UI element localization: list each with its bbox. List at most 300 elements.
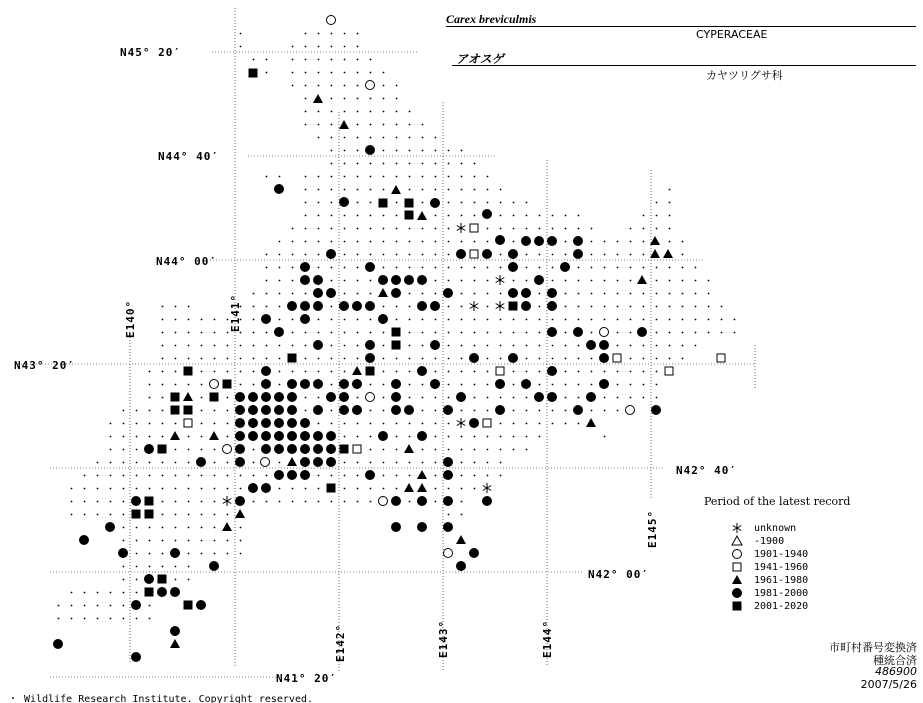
grid-dot	[331, 423, 333, 425]
grid-dot	[331, 124, 333, 126]
grid-dot	[383, 241, 385, 243]
grid-dot	[240, 345, 242, 347]
record-1981-2000	[469, 353, 479, 363]
grid-dot	[461, 280, 463, 282]
record-1981-2000	[586, 340, 596, 350]
grid-dot	[656, 345, 658, 347]
grid-dot	[396, 358, 398, 360]
record-1981-2000	[560, 262, 570, 272]
grid-dot	[448, 449, 450, 451]
grid-dot	[656, 280, 658, 282]
record-1981-2000	[105, 522, 115, 532]
grid-dot	[487, 410, 489, 412]
grid-dot	[370, 436, 372, 438]
grid-dot	[149, 540, 151, 542]
grid-dot	[409, 189, 411, 191]
grid-dot	[461, 514, 463, 516]
grid-dot	[383, 423, 385, 425]
record-1981-2000	[573, 249, 583, 259]
grid-dot	[292, 293, 294, 295]
grid-dot	[318, 241, 320, 243]
grid-dot	[539, 215, 541, 217]
grid-dot	[591, 280, 593, 282]
grid-dot	[409, 319, 411, 321]
grid-dot	[435, 241, 437, 243]
grid-dot	[565, 280, 567, 282]
grid-dot	[474, 345, 476, 347]
grid-dot	[552, 423, 554, 425]
record-1981-2000	[417, 275, 427, 285]
grid-dot	[474, 462, 476, 464]
grid-dot	[136, 423, 138, 425]
grid-dot	[422, 319, 424, 321]
grid-dot	[214, 475, 216, 477]
record-1981-2000	[235, 457, 245, 467]
grid-dot	[84, 514, 86, 516]
grid-dot	[708, 306, 710, 308]
grid-dot	[201, 410, 203, 412]
record-1981-2000	[378, 431, 388, 441]
grid-dot	[461, 410, 463, 412]
grid-dot	[487, 293, 489, 295]
record-1981-2000	[274, 184, 284, 194]
record-1961-1980	[663, 249, 673, 258]
record-1981-2000	[300, 275, 310, 285]
grid-dot	[318, 46, 320, 48]
grid-dot	[240, 553, 242, 555]
species-code: 486900	[875, 665, 917, 678]
grid-dot	[292, 280, 294, 282]
grid-dot	[409, 332, 411, 334]
grid-dot	[474, 436, 476, 438]
grid-dot	[409, 423, 411, 425]
record-1981-2000	[534, 392, 544, 402]
record-1981-2000	[248, 483, 258, 493]
grid-dot	[292, 488, 294, 490]
lat-label-41-20: N41° 20′	[276, 672, 337, 685]
grid-dot	[110, 475, 112, 477]
grid-dot	[149, 566, 151, 568]
grid-dot	[201, 501, 203, 503]
record-1961-1980	[313, 94, 323, 103]
grid-dot	[604, 410, 606, 412]
grid-dot	[162, 475, 164, 477]
grid-dot	[266, 72, 268, 74]
grid-dot	[383, 449, 385, 451]
grid-dot	[331, 163, 333, 165]
grid-dot	[97, 462, 99, 464]
lon-label-e145: E145°	[646, 509, 659, 548]
grid-dot	[123, 449, 125, 451]
grid-dot	[656, 293, 658, 295]
grid-dot	[383, 462, 385, 464]
lat-label-42-40: N42° 40′	[676, 464, 737, 477]
record-1981-2000	[417, 431, 427, 441]
grid-dot	[201, 345, 203, 347]
record-1961-1980	[391, 185, 401, 194]
grid-dot	[318, 332, 320, 334]
grid-dot	[279, 384, 281, 386]
legend-label: 1981-2000	[754, 587, 809, 599]
record-1981-2000	[573, 236, 583, 246]
record-1981-2000	[170, 626, 180, 636]
grid-dot	[435, 254, 437, 256]
grid-dot	[344, 267, 346, 269]
grid-dot	[344, 33, 346, 35]
grid-dot	[656, 371, 658, 373]
grid-dot	[162, 436, 164, 438]
grid-dot	[266, 59, 268, 61]
legend-item-1941-1960	[730, 560, 808, 574]
grid-dot	[500, 267, 502, 269]
grid-dot	[643, 215, 645, 217]
record-1981-2000	[482, 209, 492, 219]
grid-dot	[396, 371, 398, 373]
grid-dot	[279, 488, 281, 490]
grid-dot	[422, 137, 424, 139]
grid-dot	[175, 566, 177, 568]
grid-dot	[279, 254, 281, 256]
grid-dot	[630, 306, 632, 308]
grid-dot	[123, 501, 125, 503]
record-1981-2000	[521, 379, 531, 389]
grid-dot	[227, 423, 229, 425]
grid-dot	[201, 449, 203, 451]
grid-dot	[175, 514, 177, 516]
grid-dot	[318, 33, 320, 35]
grid-dot	[71, 592, 73, 594]
grid-dot	[630, 228, 632, 230]
grid-dot	[331, 228, 333, 230]
status-merged: 種統合済	[873, 654, 917, 667]
grid-dot	[110, 592, 112, 594]
grid-dot	[370, 501, 372, 503]
grid-dot	[565, 410, 567, 412]
grid-dot	[279, 319, 281, 321]
record-1981-2000	[521, 301, 531, 311]
grid-dot	[331, 189, 333, 191]
asterisk-icon	[730, 521, 744, 535]
grid-dot	[292, 72, 294, 74]
grid-dot	[383, 488, 385, 490]
grid-dot	[539, 332, 541, 334]
grid-dot	[474, 488, 476, 490]
grid-dot	[435, 397, 437, 399]
record-1981-2000	[378, 314, 388, 324]
grid-dot	[526, 371, 528, 373]
grid-dot	[162, 358, 164, 360]
grid-dot	[318, 254, 320, 256]
grid-dot	[539, 423, 541, 425]
family-japanese: カヤツリグサ科	[706, 69, 783, 82]
grid-dot	[539, 293, 541, 295]
grid-dot	[110, 436, 112, 438]
grid-dot	[136, 618, 138, 620]
grid-dot	[630, 280, 632, 282]
grid-dot	[435, 436, 437, 438]
grid-dot	[435, 449, 437, 451]
legend-label: -1900	[754, 535, 785, 547]
grid-dot	[357, 85, 359, 87]
grid-dot	[292, 332, 294, 334]
grid-dot	[604, 319, 606, 321]
grid-dot	[643, 241, 645, 243]
grid-dot	[123, 410, 125, 412]
grid-dot	[331, 46, 333, 48]
grid-dot	[396, 241, 398, 243]
grid-dot	[331, 332, 333, 334]
record-1981-2000	[404, 405, 414, 415]
grid-dot	[383, 397, 385, 399]
grid-dot	[617, 332, 619, 334]
grid-dot	[357, 163, 359, 165]
grid-dot	[357, 98, 359, 100]
grid-dot	[526, 345, 528, 347]
record-1981-2000	[495, 405, 505, 415]
grid-dot	[409, 293, 411, 295]
grid-dot	[110, 462, 112, 464]
grid-dot	[201, 332, 203, 334]
grid-dot	[682, 345, 684, 347]
grid-dot	[500, 345, 502, 347]
grid-dot	[227, 488, 229, 490]
grid-dot	[188, 579, 190, 581]
grid-dot	[357, 202, 359, 204]
grid-dot	[435, 176, 437, 178]
grid-dot	[344, 72, 346, 74]
grid-dot	[227, 475, 229, 477]
grid-dot	[474, 397, 476, 399]
grid-dot	[279, 345, 281, 347]
record-1981-2000	[79, 535, 89, 545]
grid-dot	[370, 410, 372, 412]
lon-label-e141: E141°	[229, 293, 242, 332]
grid-dot	[695, 280, 697, 282]
unknown-record-marker	[470, 301, 479, 311]
record-1981-2000	[170, 548, 180, 558]
grid-dot	[526, 358, 528, 360]
grid-dot	[695, 306, 697, 308]
grid-dot	[123, 527, 125, 529]
grid-dot	[500, 397, 502, 399]
record-2001-2020	[379, 199, 388, 208]
grid-dot	[188, 514, 190, 516]
grid-dot	[305, 397, 307, 399]
grid-dot	[162, 540, 164, 542]
grid-dot	[344, 319, 346, 321]
grid-dot	[149, 397, 151, 399]
grid-dot	[604, 241, 606, 243]
record-1981-2000	[235, 496, 245, 506]
grid-dot	[435, 228, 437, 230]
grid-dot	[487, 475, 489, 477]
grid-dot	[435, 475, 437, 477]
grid-dot	[149, 553, 151, 555]
grid-dot	[461, 449, 463, 451]
record-1981-2000	[404, 275, 414, 285]
grid-dot	[383, 384, 385, 386]
grid-dot	[396, 254, 398, 256]
grid-dot	[370, 241, 372, 243]
record-1981-2000	[391, 496, 401, 506]
grid-dot	[669, 228, 671, 230]
record-1981-2000	[456, 561, 466, 571]
grid-dot	[409, 358, 411, 360]
record-1981-2000	[313, 457, 323, 467]
grid-dot	[318, 111, 320, 113]
record-1981-2000	[300, 262, 310, 272]
grid-dot	[448, 176, 450, 178]
record-2001-2020	[210, 393, 219, 402]
grid-dot	[604, 397, 606, 399]
grid-dot	[539, 384, 541, 386]
record-1981-2000	[339, 301, 349, 311]
grid-dot	[474, 202, 476, 204]
grid-dot	[630, 293, 632, 295]
grid-dot	[318, 176, 320, 178]
grid-dot	[409, 436, 411, 438]
grid-dot	[84, 475, 86, 477]
grid-dot	[669, 215, 671, 217]
grid-dot	[331, 280, 333, 282]
grid-dot	[214, 540, 216, 542]
grid-dot	[513, 410, 515, 412]
grid-dot	[162, 488, 164, 490]
grid-dot	[149, 462, 151, 464]
japanese-name: アオスゲ	[456, 52, 504, 66]
grid-dot	[448, 319, 450, 321]
grid-dot	[123, 592, 125, 594]
grid-dot	[357, 254, 359, 256]
grid-dot	[578, 371, 580, 373]
grid-dot	[682, 358, 684, 360]
grid-dot	[474, 163, 476, 165]
record-1961-1980	[209, 431, 219, 440]
record-1981-2000	[352, 405, 362, 415]
grid-dot	[149, 488, 151, 490]
grid-dot	[526, 202, 528, 204]
grid-dot	[591, 319, 593, 321]
grid-dot	[617, 397, 619, 399]
lat-label-42-00: N42° 00′	[588, 568, 649, 581]
grid-dot	[292, 85, 294, 87]
grid-dot	[461, 150, 463, 152]
grid-dot	[331, 111, 333, 113]
grid-dot	[305, 358, 307, 360]
record-1981-2000	[417, 301, 427, 311]
grid-dot	[474, 371, 476, 373]
legend-item-2001-2020	[730, 599, 808, 613]
grid-dot	[175, 319, 177, 321]
grid-dot	[643, 397, 645, 399]
grid-dot	[136, 579, 138, 581]
grid-dot	[591, 306, 593, 308]
grid-dot	[331, 85, 333, 87]
grid-dot	[565, 319, 567, 321]
grid-dot	[357, 462, 359, 464]
grid-dot	[513, 423, 515, 425]
record-1981-2000	[313, 379, 323, 389]
record-1981-2000	[261, 405, 271, 415]
grid-dot	[214, 449, 216, 451]
grid-dot	[344, 501, 346, 503]
grid-dot	[331, 319, 333, 321]
grid-dot	[344, 345, 346, 347]
grid-dot	[305, 488, 307, 490]
grid-dot	[474, 215, 476, 217]
grid-dot	[279, 501, 281, 503]
grid-dot	[617, 293, 619, 295]
grid-dot	[175, 332, 177, 334]
record-1941-1960	[717, 354, 725, 362]
grid-dot	[656, 384, 658, 386]
grid-dot	[461, 475, 463, 477]
grid-dot	[344, 228, 346, 230]
record-1961-1980	[417, 211, 427, 220]
grid-dot	[331, 202, 333, 204]
grid-dot	[669, 241, 671, 243]
grid-dot	[474, 384, 476, 386]
record-1981-2000	[261, 366, 271, 376]
grid-dot	[279, 306, 281, 308]
record-1981-2000	[261, 444, 271, 454]
grid-dot	[240, 46, 242, 48]
grid-dot	[448, 436, 450, 438]
record-1981-2000	[547, 301, 557, 311]
grid-dot	[461, 436, 463, 438]
grid-dot	[370, 202, 372, 204]
grid-dot	[487, 306, 489, 308]
record-1981-2000	[170, 587, 180, 597]
record-1981-2000	[235, 405, 245, 415]
grid-dot	[617, 267, 619, 269]
grid-dot	[617, 384, 619, 386]
grid-dot	[500, 202, 502, 204]
grid-dot	[253, 501, 255, 503]
grid-dot	[318, 59, 320, 61]
open-circle-icon	[730, 547, 744, 561]
grid-dot	[123, 488, 125, 490]
grid-dot	[487, 280, 489, 282]
grid-dot	[136, 475, 138, 477]
grid-dot	[448, 332, 450, 334]
grid-dot	[188, 449, 190, 451]
grid-dot	[669, 267, 671, 269]
record-1981-2000	[235, 431, 245, 441]
grid-dot	[448, 267, 450, 269]
grid-dot	[695, 345, 697, 347]
grid-dot	[708, 319, 710, 321]
grid-dot	[123, 462, 125, 464]
grid-dot	[526, 332, 528, 334]
grid-dot	[409, 306, 411, 308]
grid-dot	[656, 397, 658, 399]
grid-dot	[188, 462, 190, 464]
grid-dot	[500, 449, 502, 451]
grid-dot	[305, 254, 307, 256]
grid-dot	[409, 462, 411, 464]
grid-dot	[188, 319, 190, 321]
grid-dot	[344, 215, 346, 217]
grid-dot	[578, 319, 580, 321]
grid-dot	[331, 33, 333, 35]
record-1981-2000	[534, 236, 544, 246]
grid-dot	[474, 176, 476, 178]
status-converted: 市町村番号変換済	[829, 641, 917, 654]
grid-dot	[474, 293, 476, 295]
grid-dot	[253, 345, 255, 347]
grid-dot	[435, 163, 437, 165]
